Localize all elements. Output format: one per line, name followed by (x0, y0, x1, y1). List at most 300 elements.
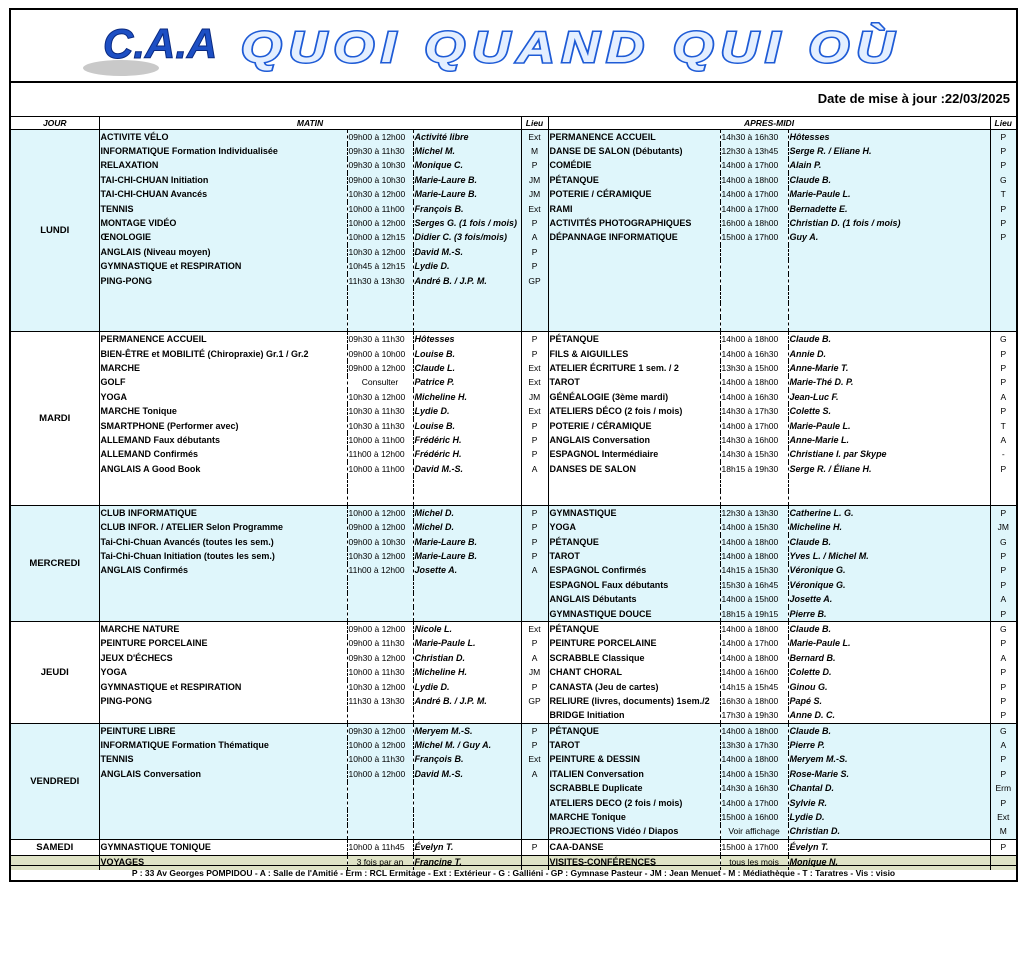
pm-lieu: P (990, 159, 1016, 173)
am-activity: MARCHE (99, 361, 347, 375)
day-name: MERCREDI (11, 506, 99, 622)
am-instructor: Marie-Laure B. (413, 549, 521, 563)
am-activity: PEINTURE PORCELAINE (99, 637, 347, 651)
pm-lieu (990, 245, 1016, 259)
pm-lieu: Ext (990, 810, 1016, 824)
am-lieu: P (521, 506, 548, 521)
pm-activity: ESPAGNOL Intermédiaire (548, 448, 720, 462)
am-time: 10h30 à 12h00 (347, 188, 413, 202)
am-time (347, 810, 413, 824)
am-activity (99, 782, 347, 796)
am-time: 09h30 à 10h30 (347, 159, 413, 173)
pm-instructor (788, 245, 990, 259)
schedule-row (11, 578, 1016, 592)
am-activity: YOGA (99, 665, 347, 679)
pm-time (720, 245, 788, 259)
pm-lieu (990, 260, 1016, 274)
am-time (347, 709, 413, 724)
pm-lieu: A (990, 593, 1016, 607)
am-instructor (413, 317, 521, 332)
am-time: 09h00 à 10h30 (347, 173, 413, 187)
pm-lieu: G (990, 724, 1016, 739)
pm-instructor: Marie-Paule L. (788, 637, 990, 651)
pm-instructor: Monique N. (788, 855, 990, 870)
schedule-row (11, 724, 1016, 739)
am-time: 10h00 à 11h00 (347, 462, 413, 476)
schedule-row (11, 753, 1016, 767)
schedule-body (11, 130, 1016, 870)
pm-time: 16h30 à 18h00 (720, 694, 788, 708)
pm-instructor: Christian D. (788, 825, 990, 840)
am-instructor: Josette A. (413, 564, 521, 578)
pm-activity (548, 274, 720, 288)
am-time: 10h00 à 11h30 (347, 665, 413, 679)
pm-instructor: Papé S. (788, 694, 990, 708)
pm-time: 14h00 à 18h00 (720, 724, 788, 739)
pm-activity: ESPAGNOL Faux débutants (548, 578, 720, 592)
pm-activity: SCRABBLE Classique (548, 651, 720, 665)
schedule-row (11, 245, 1016, 259)
am-activity: GYMNASTIQUE TONIQUE (99, 840, 347, 855)
pm-instructor (788, 274, 990, 288)
am-activity: TAI-CHI-CHUAN Avancés (99, 188, 347, 202)
am-instructor: Frédéric H. (413, 433, 521, 447)
schedule-row (11, 159, 1016, 173)
pm-instructor: Ginou G. (788, 680, 990, 694)
pm-time: 14h00 à 17h00 (720, 637, 788, 651)
schedule-row (11, 491, 1016, 506)
pm-instructor (788, 288, 990, 302)
pm-activity: PERMANENCE ACCUEIL (548, 130, 720, 145)
pm-activity (548, 245, 720, 259)
am-instructor: Michel D. (413, 521, 521, 535)
am-instructor: Micheline H. (413, 665, 521, 679)
logo-text: C.A.A (103, 20, 218, 67)
pm-activity: GYMNASTIQUE DOUCE (548, 607, 720, 622)
am-lieu (521, 317, 548, 332)
pm-instructor: Yves L. / Michel M. (788, 549, 990, 563)
am-time: 09h00 à 11h30 (347, 637, 413, 651)
am-time: 10h30 à 12h00 (347, 245, 413, 259)
am-activity: TENNIS (99, 753, 347, 767)
am-time: 10h30 à 12h00 (347, 390, 413, 404)
schedule-row (11, 593, 1016, 607)
am-lieu: A (521, 231, 548, 245)
am-time (347, 491, 413, 506)
pm-activity: SCRABBLE Duplicate (548, 782, 720, 796)
am-instructor: Lydie D. (413, 260, 521, 274)
am-time: 10h30 à 11h30 (347, 404, 413, 418)
pm-activity: YOGA (548, 521, 720, 535)
pm-lieu: P (990, 607, 1016, 622)
schedule-row (11, 782, 1016, 796)
pm-activity (548, 476, 720, 490)
am-lieu (521, 796, 548, 810)
pm-instructor: Véronique G. (788, 578, 990, 592)
am-time: 10h00 à 11h30 (347, 753, 413, 767)
am-instructor (413, 825, 521, 840)
pm-activity: FILS & AIGUILLES (548, 347, 720, 361)
am-activity (99, 593, 347, 607)
pm-time: 14h00 à 17h00 (720, 202, 788, 216)
schedule-row (11, 665, 1016, 679)
am-instructor: Lydie D. (413, 404, 521, 418)
am-lieu: P (521, 419, 548, 433)
pm-lieu: M (990, 825, 1016, 840)
am-time: 09h30 à 11h30 (347, 144, 413, 158)
pm-time: 14h00 à 16h00 (720, 665, 788, 679)
pm-lieu: P (990, 404, 1016, 418)
pm-lieu: - (990, 448, 1016, 462)
am-time: 09h00 à 12h00 (347, 521, 413, 535)
schedule-row (11, 521, 1016, 535)
am-activity: MARCHE NATURE (99, 622, 347, 637)
am-lieu: Ext (521, 622, 548, 637)
pm-lieu: P (990, 347, 1016, 361)
am-instructor: Didier C. (3 fois/mois) (413, 231, 521, 245)
am-time: 10h30 à 11h30 (347, 419, 413, 433)
pm-instructor: Serge R. / Eliane H. (788, 144, 990, 158)
am-activity: VOYAGES (99, 855, 347, 870)
schedule-row (11, 825, 1016, 840)
pm-lieu (990, 476, 1016, 490)
schedule-row (11, 709, 1016, 724)
pm-lieu: T (990, 188, 1016, 202)
am-lieu (521, 303, 548, 317)
schedule-row (11, 288, 1016, 302)
am-instructor: Évelyn T. (413, 840, 521, 855)
header-row (11, 117, 1016, 130)
pm-instructor: Chantal D. (788, 782, 990, 796)
am-activity: TENNIS (99, 202, 347, 216)
pm-lieu: P (990, 753, 1016, 767)
pm-instructor: Pierre P. (788, 738, 990, 752)
pm-time: 15h00 à 16h00 (720, 810, 788, 824)
pm-time: 14h15 à 15h45 (720, 680, 788, 694)
pm-activity (548, 260, 720, 274)
day-name: VENDREDI (11, 724, 99, 840)
pm-lieu: P (990, 549, 1016, 563)
am-instructor: Christian D. (413, 651, 521, 665)
pm-time: 14h00 à 18h00 (720, 651, 788, 665)
am-time (347, 825, 413, 840)
am-instructor: Meryem M.-S. (413, 724, 521, 739)
pm-time: 14h30 à 16h30 (720, 130, 788, 145)
schedule-row (11, 347, 1016, 361)
pm-time: 18h15 à 19h15 (720, 607, 788, 622)
pm-time: 14h00 à 17h00 (720, 188, 788, 202)
am-instructor: Michel M. (413, 144, 521, 158)
am-activity: PING-PONG (99, 274, 347, 288)
am-lieu: Ext (521, 130, 548, 145)
pm-instructor: Marie-Paule L. (788, 419, 990, 433)
pm-activity (548, 288, 720, 302)
pm-activity: PÉTANQUE (548, 724, 720, 739)
am-time: 11h30 à 13h30 (347, 274, 413, 288)
pm-activity: ITALIEN Conversation (548, 767, 720, 781)
am-activity: GYMNASTIQUE et RESPIRATION (99, 260, 347, 274)
pm-time: 14h00 à 16h30 (720, 390, 788, 404)
pm-lieu (990, 303, 1016, 317)
am-activity: ANGLAIS Confirmés (99, 564, 347, 578)
pm-activity: ATELIERS DÉCO (2 fois / mois) (548, 404, 720, 418)
pm-time (720, 260, 788, 274)
am-activity: ANGLAIS (Niveau moyen) (99, 245, 347, 259)
pm-instructor: Catherine L. G. (788, 506, 990, 521)
pm-lieu: P (990, 506, 1016, 521)
pm-activity: ESPAGNOL Confirmés (548, 564, 720, 578)
am-activity: ALLEMAND Faux débutants (99, 433, 347, 447)
am-time: 09h00 à 12h00 (347, 361, 413, 375)
pm-instructor (788, 491, 990, 506)
am-lieu (521, 782, 548, 796)
schedule-row (11, 419, 1016, 433)
am-time: 3 fois par an (347, 855, 413, 870)
pm-instructor: Évelyn T. (788, 840, 990, 855)
pm-activity: CAA-DANSE (548, 840, 720, 855)
am-instructor: François B. (413, 753, 521, 767)
pm-activity: PÉTANQUE (548, 173, 720, 187)
pm-activity: RELIURE (livres, documents) 1sem./2 (548, 694, 720, 708)
am-instructor: Nicole L. (413, 622, 521, 637)
am-activity: YOGA (99, 390, 347, 404)
schedule-row (11, 390, 1016, 404)
am-lieu (521, 607, 548, 622)
pm-lieu (990, 491, 1016, 506)
schedule-row (11, 506, 1016, 521)
pm-time: 14h00 à 15h00 (720, 593, 788, 607)
pm-time (720, 303, 788, 317)
pm-instructor: Annie D. (788, 347, 990, 361)
am-time: 09h30 à 12h00 (347, 724, 413, 739)
pm-instructor: Claude B. (788, 173, 990, 187)
header-banner (11, 10, 1016, 83)
schedule-row (11, 404, 1016, 418)
pm-instructor: Claude B. (788, 535, 990, 549)
schedule-row (11, 549, 1016, 563)
am-lieu: P (521, 245, 548, 259)
pm-instructor: Anne-Marie L. (788, 433, 990, 447)
pm-instructor: Claude B. (788, 724, 990, 739)
pm-activity: DANSES DE SALON (548, 462, 720, 476)
am-instructor: David M.-S. (413, 245, 521, 259)
am-instructor: Marie-Laure B. (413, 188, 521, 202)
schedule-row (11, 260, 1016, 274)
am-time: 10h00 à 11h00 (347, 202, 413, 216)
am-lieu: P (521, 433, 548, 447)
pm-lieu: G (990, 622, 1016, 637)
schedule-row (11, 622, 1016, 637)
pm-instructor: Bernadette E. (788, 202, 990, 216)
am-lieu: Ext (521, 361, 548, 375)
am-activity: GYMNASTIQUE et RESPIRATION (99, 680, 347, 694)
pm-instructor (788, 476, 990, 490)
am-time (347, 782, 413, 796)
am-activity (99, 810, 347, 824)
pm-activity: ANGLAIS Conversation (548, 433, 720, 447)
am-time (347, 578, 413, 592)
day-name: SAMEDI (11, 840, 99, 855)
am-lieu: JM (521, 665, 548, 679)
am-instructor: Claude L. (413, 361, 521, 375)
am-activity: ACTIVITE VÉLO (99, 130, 347, 145)
am-instructor: Francine T. (413, 855, 521, 870)
am-lieu: P (521, 840, 548, 855)
am-activity: JEUX D'ÉCHECS (99, 651, 347, 665)
am-instructor (413, 796, 521, 810)
pm-time (720, 491, 788, 506)
pm-lieu: A (990, 738, 1016, 752)
pm-lieu: T (990, 419, 1016, 433)
am-lieu: P (521, 332, 548, 347)
pm-instructor: Serge R. / Éliane H. (788, 462, 990, 476)
am-activity: PING-PONG (99, 694, 347, 708)
pm-activity: ATELIERS DECO (2 fois / mois) (548, 796, 720, 810)
am-instructor (413, 476, 521, 490)
pm-activity: VISITES-CONFÉRENCES (548, 855, 720, 870)
pm-activity: PEINTURE & DESSIN (548, 753, 720, 767)
schedule-row (11, 144, 1016, 158)
pm-instructor: Sylvie R. (788, 796, 990, 810)
schedule-row (11, 607, 1016, 622)
pm-lieu: P (990, 665, 1016, 679)
am-time: 10h30 à 12h00 (347, 680, 413, 694)
pm-lieu: P (990, 130, 1016, 145)
am-time: 10h00 à 11h45 (347, 840, 413, 855)
pm-instructor: Anne-Marie T. (788, 361, 990, 375)
am-time (347, 607, 413, 622)
am-time (347, 593, 413, 607)
am-time: 10h00 à 11h00 (347, 433, 413, 447)
am-lieu (521, 825, 548, 840)
am-activity: ANGLAIS A Good Book (99, 462, 347, 476)
pm-instructor: Claude B. (788, 332, 990, 347)
am-instructor: David M.-S. (413, 767, 521, 781)
pm-lieu (990, 317, 1016, 332)
am-instructor: Louise B. (413, 347, 521, 361)
pm-activity: CANASTA (Jeu de cartes) (548, 680, 720, 694)
am-activity: CLUB INFOR. / ATELIER Selon Programme (99, 521, 347, 535)
am-time (347, 288, 413, 302)
pm-activity: GÉNÉALOGIE (3ème mardi) (548, 390, 720, 404)
pm-time: 14h00 à 15h30 (720, 767, 788, 781)
pm-time (720, 317, 788, 332)
pm-instructor: Josette A. (788, 593, 990, 607)
am-instructor: Marie-Laure B. (413, 173, 521, 187)
am-activity: ANGLAIS Conversation (99, 767, 347, 781)
schedule-row (11, 796, 1016, 810)
am-time: 10h45 à 12h15 (347, 260, 413, 274)
am-activity (99, 317, 347, 332)
col-day: JOUR (11, 117, 99, 130)
pm-activity: COMÉDIE (548, 159, 720, 173)
pm-instructor: Meryem M.-S. (788, 753, 990, 767)
pm-activity: BRIDGE Initiation (548, 709, 720, 724)
pm-instructor (788, 303, 990, 317)
am-lieu: GP (521, 694, 548, 708)
am-time: 09h00 à 12h00 (347, 130, 413, 145)
am-instructor: André B. / J.P. M. (413, 274, 521, 288)
location-legend: P : 33 Av Georges POMPIDOU - A : Salle de l'Amitié - Erm : RCL Ermitage - Ext : Extérieur - G : Galliéni - GP : Gymnase Pasteur - JM : Jean Menuet - M : Médiathèque - T : Taratres - Vis : visio (11, 865, 1016, 880)
am-lieu: Ext (521, 376, 548, 390)
schedule-row (11, 637, 1016, 651)
am-instructor: François B. (413, 202, 521, 216)
schedule-table (11, 116, 1016, 870)
pm-instructor: Marie-Paule L. (788, 188, 990, 202)
pm-activity: POTERIE / CÉRAMIQUE (548, 188, 720, 202)
pm-activity (548, 303, 720, 317)
pm-activity: ATELIER ÉCRITURE 1 sem. / 2 (548, 361, 720, 375)
am-lieu: P (521, 637, 548, 651)
am-lieu: JM (521, 173, 548, 187)
caa-logo (81, 12, 221, 80)
am-instructor (413, 593, 521, 607)
pm-time (720, 274, 788, 288)
am-activity: CLUB INFORMATIQUE (99, 506, 347, 521)
pm-instructor: Jean-Luc F. (788, 390, 990, 404)
am-lieu: P (521, 549, 548, 563)
schedule-row (11, 188, 1016, 202)
schedule-row (11, 462, 1016, 476)
am-activity: INFORMATIQUE Formation Thématique (99, 738, 347, 752)
pm-time: 14h00 à 17h00 (720, 796, 788, 810)
am-instructor (413, 578, 521, 592)
pm-activity: DÉPANNAGE INFORMATIQUE (548, 231, 720, 245)
pm-instructor: Hôtesses (788, 130, 990, 145)
pm-time: 18h15 à 19h30 (720, 462, 788, 476)
am-time: 09h30 à 11h30 (347, 332, 413, 347)
am-instructor: Hôtesses (413, 332, 521, 347)
pm-lieu: A (990, 433, 1016, 447)
pm-lieu: P (990, 144, 1016, 158)
pm-lieu: P (990, 796, 1016, 810)
pm-lieu: P (990, 680, 1016, 694)
schedule-row (11, 173, 1016, 187)
am-instructor: Patrice P. (413, 376, 521, 390)
pm-lieu: G (990, 173, 1016, 187)
schedule-row (11, 361, 1016, 375)
am-activity (99, 476, 347, 490)
pm-lieu: P (990, 462, 1016, 476)
am-lieu (521, 709, 548, 724)
am-lieu: P (521, 216, 548, 230)
am-time: 09h00 à 12h00 (347, 622, 413, 637)
pm-activity: POTERIE / CÉRAMIQUE (548, 419, 720, 433)
am-time (347, 796, 413, 810)
pm-time: 14h00 à 18h00 (720, 376, 788, 390)
am-time: 10h00 à 12h15 (347, 231, 413, 245)
pm-time: 15h00 à 17h00 (720, 840, 788, 855)
am-activity (99, 607, 347, 622)
pm-time: 14h00 à 18h00 (720, 753, 788, 767)
am-instructor (413, 709, 521, 724)
pm-lieu: P (990, 564, 1016, 578)
pm-activity: RAMI (548, 202, 720, 216)
am-instructor: Michel D. (413, 506, 521, 521)
schedule-row (11, 564, 1016, 578)
schedule-row (11, 767, 1016, 781)
pm-lieu: Erm (990, 782, 1016, 796)
pm-instructor: Marie-Thé D. P. (788, 376, 990, 390)
pm-instructor: Alain P. (788, 159, 990, 173)
pm-instructor: Christiane I. par Skype (788, 448, 990, 462)
am-instructor (413, 810, 521, 824)
pm-instructor (788, 260, 990, 274)
am-lieu: P (521, 521, 548, 535)
am-instructor: Lydie D. (413, 680, 521, 694)
pm-time: 14h30 à 16h30 (720, 782, 788, 796)
am-lieu: A (521, 564, 548, 578)
